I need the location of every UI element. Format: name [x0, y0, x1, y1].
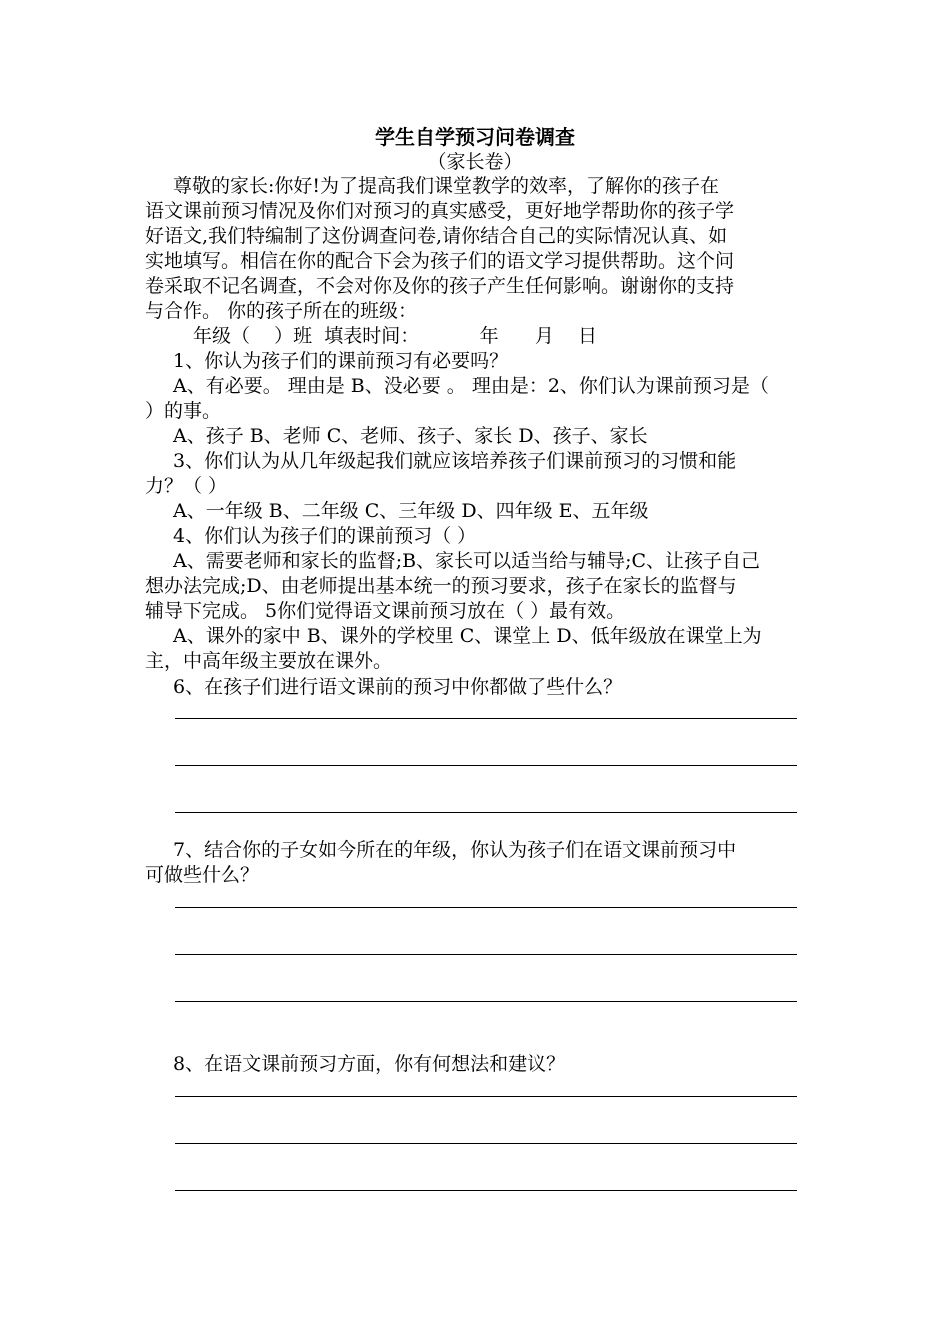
question-8: 8、在语文课前预习方面，你有何想法和建议？	[173, 1053, 566, 1075]
question-3-options: A、一年级 B、二年级 C、三年级 D、四年级 E、五年级	[173, 500, 649, 522]
answer-line[interactable]	[175, 1143, 797, 1144]
document-title: 学生自学预习问卷调查	[375, 125, 575, 149]
question-4-options: A、需要老师和家长的监督;B、家长可以适当给与辅导;C、让孩子自己 想办法完成;D、由老师提出基本统一的预习要求，孩子在家长的监督与 辅导下完成。 5你们觉得语文课前预习放在（ ）最有效。	[145, 550, 761, 622]
document-subtitle: （家长卷）	[427, 151, 523, 173]
answer-line[interactable]	[175, 812, 797, 813]
intro-line: 尊敬的家长:你好!为了提高我们课堂教学的效率，了解你的孩子在	[173, 175, 720, 197]
answer-line[interactable]	[175, 1001, 797, 1002]
answer-line[interactable]	[175, 1190, 797, 1191]
intro-line: 好语文,我们特编制了这份调查问卷,请你结合自己的实际情况认真、如	[145, 225, 728, 247]
question-5-options: A、课外的家中 B、课外的学校里 C、课堂上 D、低年级放在课堂上为 主，中高年级主要放在课外。	[145, 625, 762, 672]
answer-line[interactable]	[175, 718, 797, 719]
question-6: 6、在孩子们进行语文课前的预习中你都做了些什么？	[173, 676, 623, 698]
intro-line: 实地填写。相信在你的配合下会为孩子们的语文学习提供帮助。这个问	[145, 250, 735, 272]
question-1: 1、你认为孩子们的课前预习有必要吗？	[173, 350, 509, 372]
question-7: 7、结合你的子女如今所在的年级，你认为孩子们在语文课前预习中 可做些什么？	[145, 839, 737, 886]
answer-line[interactable]	[175, 765, 797, 766]
intro-line: 语文课前预习情况及你们对预习的真实感受，更好地学帮助你的孩子学	[145, 200, 735, 222]
intro-paragraph	[145, 174, 810, 324]
intro-line: 卷采取不记名调查，不会对你及你的孩子产生任何影响。谢谢你的支持	[145, 275, 735, 297]
answer-line[interactable]	[175, 954, 797, 955]
question-2-options: A、孩子 B、老师 C、老师、孩子、家长 D、孩子、家长	[173, 425, 648, 447]
class-date-line: 年级（ ）班 填表时间： 年 月 日	[193, 325, 598, 347]
answer-line[interactable]	[175, 907, 797, 908]
question-4: 4、你们认为孩子们的课前预习（ ）	[173, 525, 477, 547]
answer-line[interactable]	[175, 1096, 797, 1097]
intro-line: 与合作。 你的孩子所在的班级：	[145, 300, 418, 322]
question-3: 3、你们认为从几年级起我们就应该培养孩子们课前预习的习惯和能 力？（ ）	[145, 450, 737, 497]
question-1-options: A、有必要。 理由是 B、没必要 。 理由是：2、你们认为课前预习是（ ）的事。	[145, 375, 769, 422]
